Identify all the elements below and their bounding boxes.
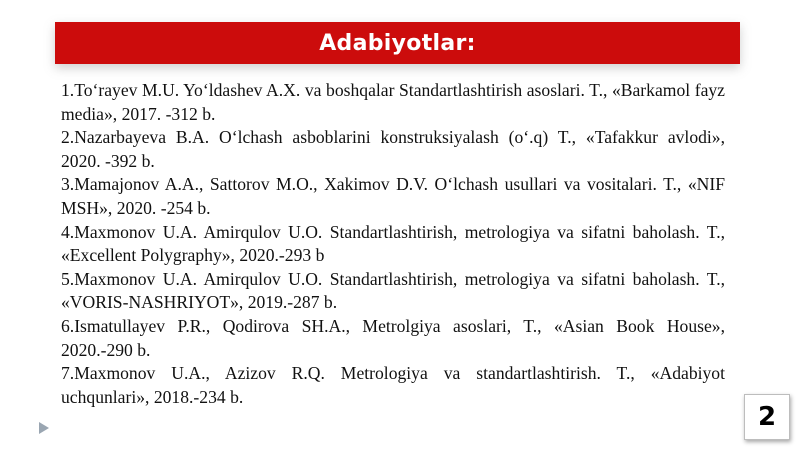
reference-item-7: 7.Maxmonov U.A., Azizov R.Q. Metrologiya va standartlashtirish. T., «Adabiyot uchqunlari», 2018.-234 b. [61,363,725,407]
page-number-badge: 2 [744,394,790,440]
reference-item-3: 3.Mamajonov A.A., Sattorov M.O., Xakimov D.V. O‘lchash usullari va vositalari. T., «NIF MSH», 2020. -254 b. [61,174,725,218]
reference-item-1: 1.To‘rayev M.U. Yo‘ldashev A.X. va boshqalar Standartlashtirish asoslari. T., «Barkamol fayz media», 2017. -312 b. [61,80,725,124]
reference-list [61,79,725,409]
title-bar [55,22,740,64]
reference-item-6: 6.Ismatullayev P.R., Qodirova SH.A., Metrolgiya asoslari, T., «Asian Book House», 2020.-290 b. [61,315,725,360]
reference-item-2: 2.Nazarbayeva B.A. O‘lchash asboblarini konstruksiyalash (o‘.q) T., «Tafakkur avlodi», 2020. -392 b. [61,127,725,171]
reference-item-5: 5.Maxmonov U.A. Amirqulov U.O. Standartlashtirish, metrologiya va sifatni baholash. T., «VORIS-NASHRIYOT», 2019.-287 b. [61,268,725,313]
reference-item-4: 4.Maxmonov U.A. Amirqulov U.O. Standartlashtirish, metrologiya va sifatni baholash. T., «Excellent Polygraphy», 2020.-293 b [61,221,725,266]
page-title: Adabiyotlar: [319,30,476,56]
play-triangle-icon[interactable] [39,422,49,434]
